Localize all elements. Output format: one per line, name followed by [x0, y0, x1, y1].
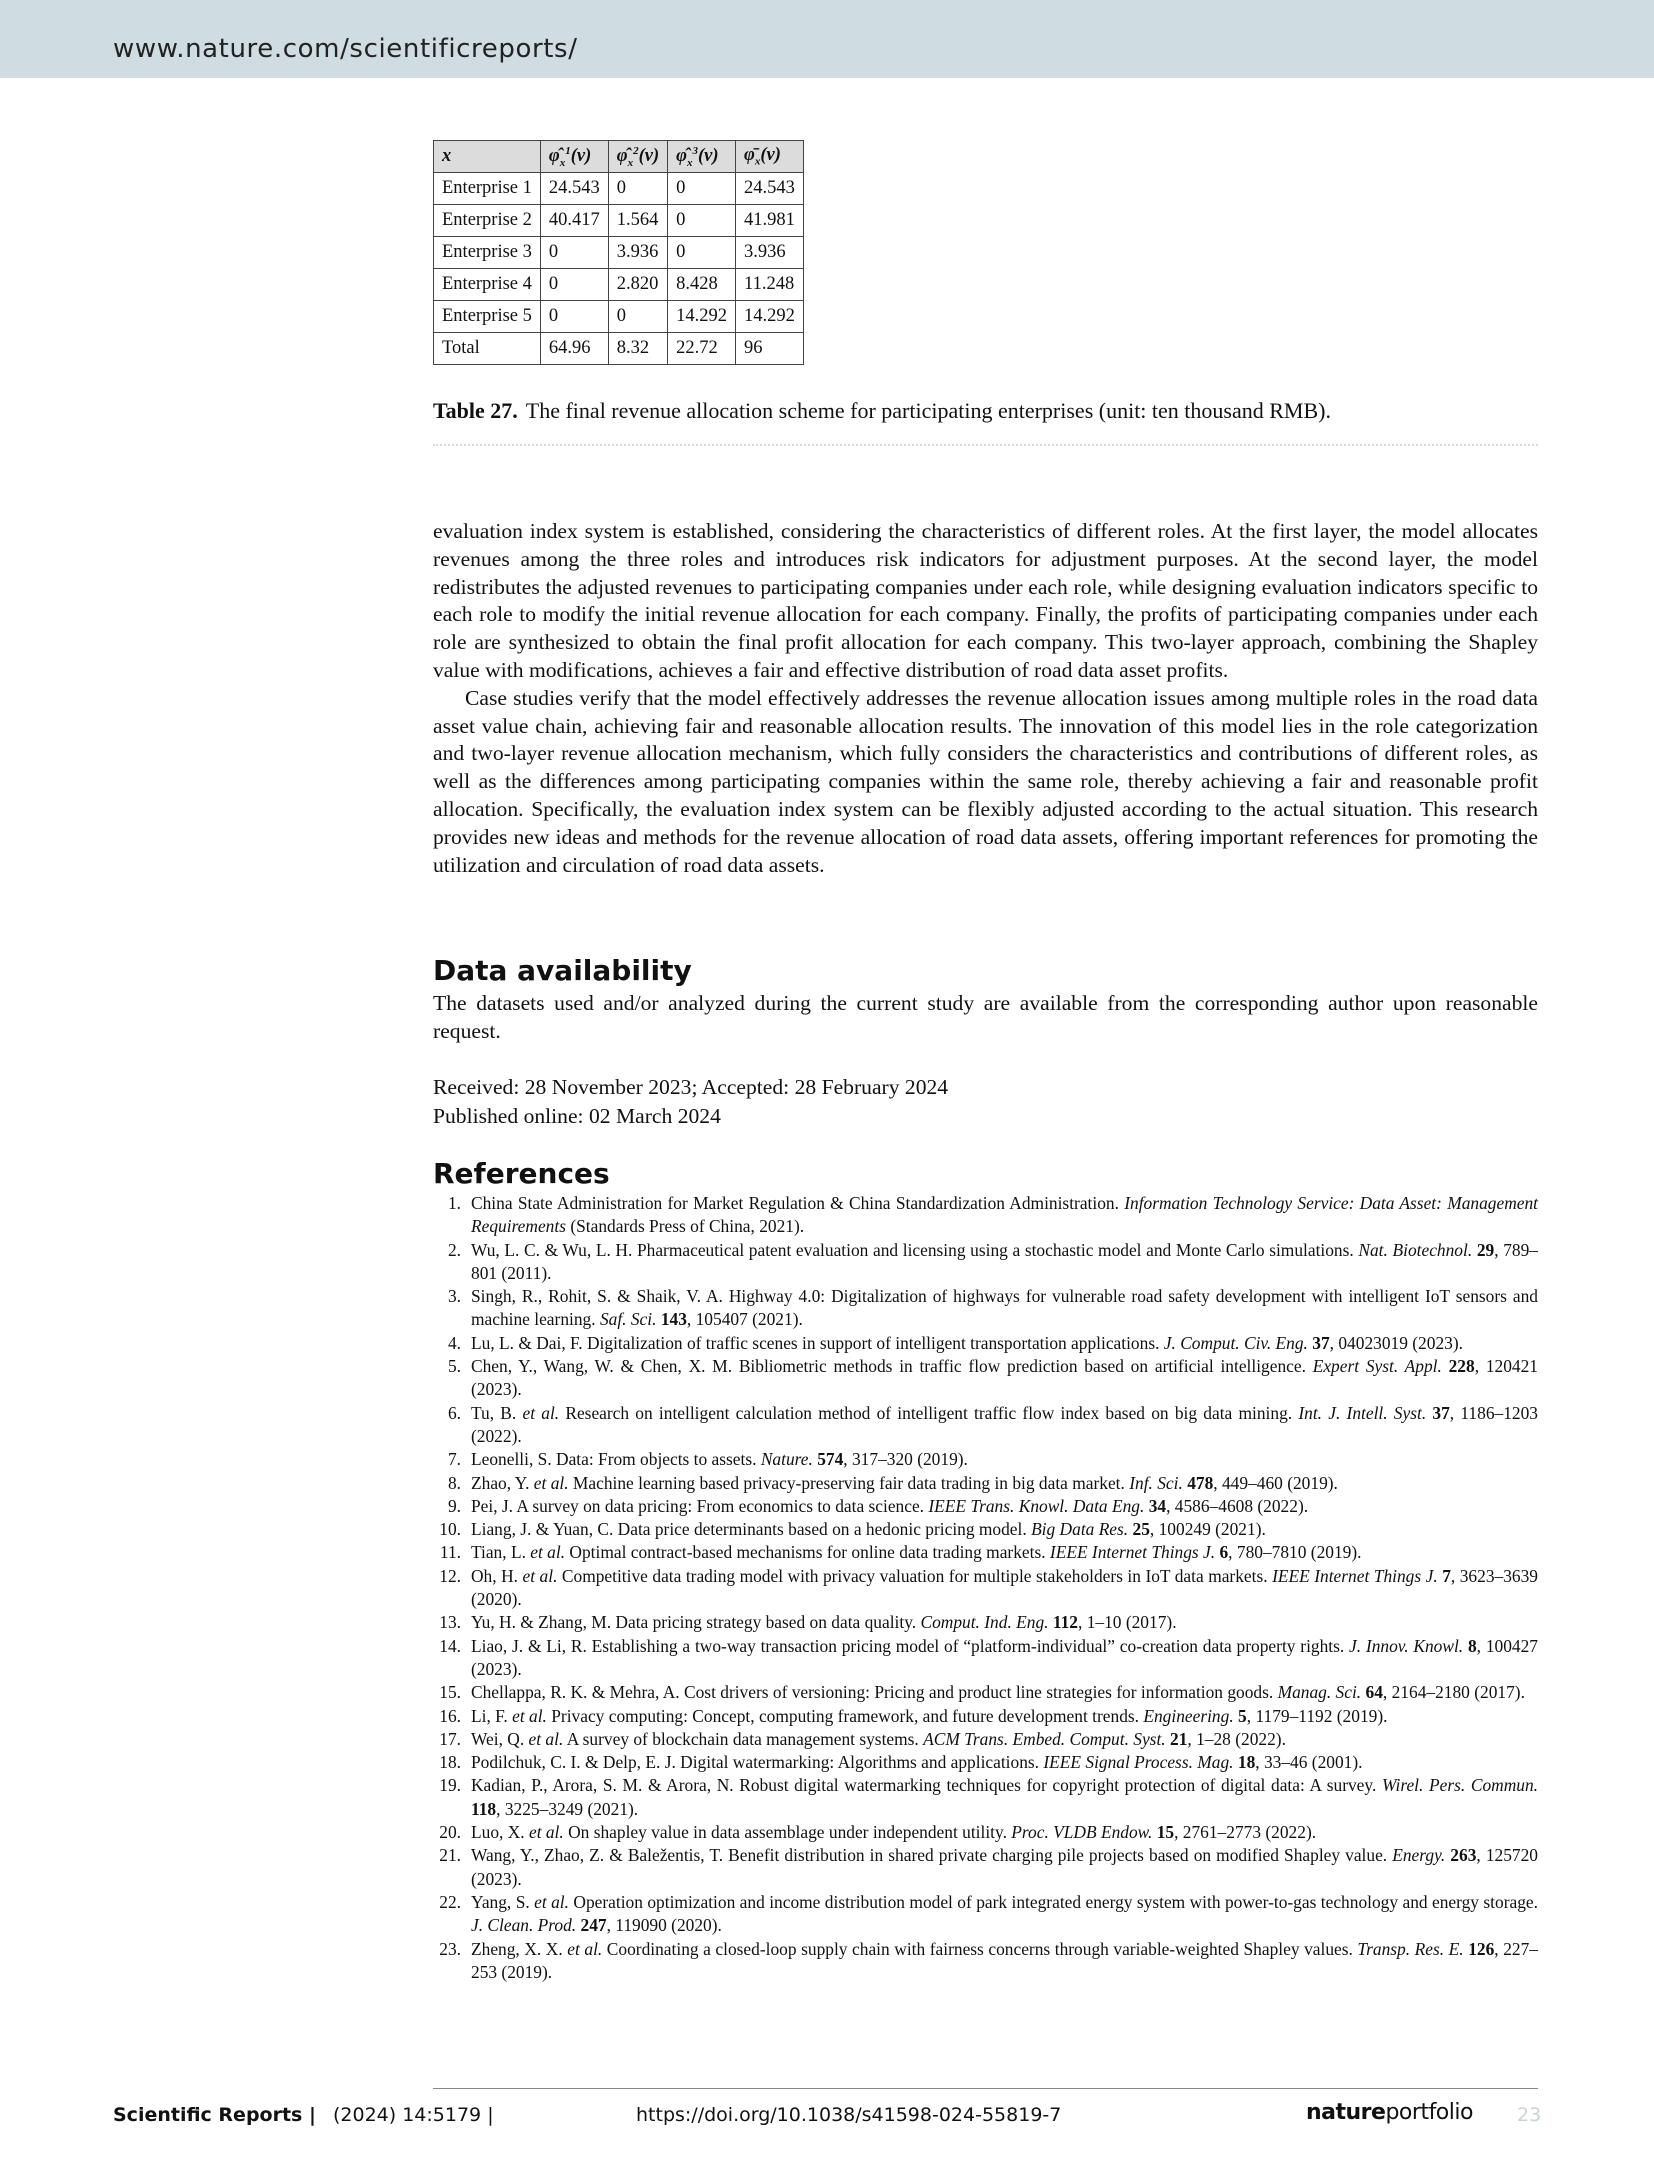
reference-text: , 3225–3249 (2021).	[496, 1798, 639, 1819]
reference-text: Transp. Res. E.	[1357, 1938, 1464, 1959]
reference-text: , 105407 (2021).	[686, 1309, 803, 1330]
reference-text: et al.	[528, 1822, 564, 1843]
table-cell: 3.936	[736, 237, 804, 269]
site-url[interactable]: www.nature.com/scientificreports/	[113, 34, 578, 64]
reference-text: IEEE Signal Process. Mag.	[1043, 1752, 1234, 1773]
reference-item	[433, 1844, 1538, 1891]
published-online-date: Published online: 02 March 2024	[433, 1104, 721, 1128]
reference-list	[433, 1192, 1538, 1984]
reference-text: , 2164–2180 (2017).	[1382, 1682, 1525, 1703]
table-cell: 40.417	[540, 205, 608, 237]
reference-text	[1442, 1356, 1449, 1376]
table-cell: 0	[668, 205, 736, 237]
reference-text: et al.	[534, 1891, 569, 1912]
reference-text: Comput. Ind. Eng.	[920, 1612, 1049, 1633]
reference-text: , 04023019 (2023).	[1329, 1332, 1463, 1353]
reference-item	[433, 1541, 1538, 1564]
reference-text: , 1186–1203 (2022).	[471, 1402, 1538, 1446]
reference-text: 18	[1237, 1752, 1256, 1773]
reference-number: 2.	[447, 1239, 461, 1260]
reference-text: 478	[1187, 1472, 1214, 1493]
reference-item	[433, 1285, 1538, 1332]
reference-number: 12.	[439, 1565, 461, 1586]
reference-text: (Standards Press of China, 2021).	[565, 1216, 805, 1237]
reference-text: Privacy computing: Concept, computing framework, and future development trends.	[546, 1705, 1144, 1726]
reference-text: , 449–460 (2019).	[1213, 1472, 1338, 1493]
table-cell: Enterprise 1	[434, 173, 541, 205]
table-cell: 8.428	[668, 269, 736, 301]
reference-text: Zhao, Y.	[471, 1472, 534, 1493]
table-row	[434, 269, 804, 301]
reference-text: On shapley value in data assemblage under independent utility.	[563, 1822, 1012, 1843]
reference-number: 23.	[439, 1938, 461, 1959]
page-number: 23	[1517, 2104, 1542, 2126]
table-row	[434, 237, 804, 269]
reference-text: Luo, X.	[471, 1822, 529, 1843]
reference-text: Inf. Sci.	[1129, 1472, 1183, 1493]
reference-text: 7	[1442, 1565, 1451, 1586]
nature-portfolio-logo	[1306, 2100, 1473, 2125]
reference-text: 8	[1467, 1635, 1477, 1656]
reference-item	[433, 1891, 1538, 1938]
reference-text: 228	[1448, 1356, 1475, 1377]
reference-text: Pei, J. A survey on data pricing: From economics to data science.	[471, 1495, 929, 1516]
logo-light-text: portfolio	[1385, 2100, 1473, 2125]
reference-number: 16.	[439, 1705, 461, 1726]
conclusion-paragraph-1: evaluation index system is established, considering the characteristics of different roles. At the first layer, the model allocates revenues among the three roles and introduces risk indicators for adjustment purposes. At the second layer, the model redistributes the adjusted revenues to participating companies under each role, while designing evaluation indicators specific to each role to modify the initial revenue allocation for each company. Finally, the profits of participating companies under each role are synthesized to obtain the final profit allocation for each company. This two-layer approach, combining the Shapley value with modifications, achieves a fair and effective distribution of road data asset profits.	[433, 519, 1538, 682]
reference-text: et al.	[512, 1705, 547, 1726]
table-header-phi1: $\varphî_x^1(v)$	[540, 141, 608, 173]
conclusion-paragraph-2: Case studies verify that the model effectively addresses the revenue allocation issues among multiple roles in the road data asset value chain, achieving fair and reasonable allocation results. The innovation of this model lies in the role categorization and two-layer revenue allocation mechanism, which fully considers the characteristics and contributions of different roles, as well as the differences among participating companies within the same role, thereby achieving a fair and reasonable profit allocation. Specifically, the evaluation index system can be flexibly adjusted according to the actual situation. This research provides new ideas and methods for the revenue allocation of road data assets, offering important references for promoting the utilization and circulation of road data assets.	[433, 685, 1538, 877]
reference-item	[433, 1239, 1538, 1286]
reference-text: Chellappa, R. K. & Mehra, A. Cost drivers of versioning: Pricing and product line strategies for information goods.	[471, 1682, 1278, 1703]
table-cell: 14.292	[736, 301, 804, 333]
reference-text: 263	[1450, 1845, 1477, 1866]
reference-text: Expert Syst. Appl.	[1312, 1356, 1442, 1377]
footer-volume: (2024) 14:5179 |	[333, 2104, 494, 2126]
reference-item	[433, 1448, 1538, 1471]
reference-text: Tu, B.	[471, 1402, 523, 1423]
reference-text: Yu, H. & Zhang, M. Data pricing strategy based on data quality.	[471, 1612, 921, 1633]
reference-number: 20.	[439, 1822, 461, 1843]
caption-divider	[433, 444, 1538, 446]
table-cell: Enterprise 2	[434, 205, 541, 237]
reference-text: , 125720 (2023).	[471, 1845, 1538, 1889]
reference-text: Proc. VLDB Endow.	[1011, 1822, 1153, 1843]
footer-doi-link[interactable]: https://doi.org/10.1038/s41598-024-55819-7	[636, 2104, 1062, 2126]
reference-item	[433, 1774, 1538, 1821]
reference-text: Singh, R., Rohit, S. & Shaik, V. A. Highway 4.0: Digitalization of highways for vulnerable road safety development with intelligent IoT sensors and machine learning.	[471, 1286, 1538, 1330]
reference-text: , 33–46 (2001).	[1255, 1752, 1363, 1773]
reference-text: , 120421 (2023).	[471, 1356, 1538, 1400]
reference-text: Lu, L. & Dai, F. Digitalization of traffic scenes in support of intelligent transportation applications.	[471, 1332, 1164, 1353]
reference-item	[433, 1565, 1538, 1612]
table-caption-text: The final revenue allocation scheme for participating enterprises (unit: ten thousand RMB).	[525, 398, 1331, 423]
reference-text: Nat. Biotechnol.	[1358, 1239, 1473, 1260]
reference-text: Zheng, X. X.	[471, 1938, 568, 1959]
reference-text: Li, F.	[471, 1705, 513, 1726]
table-cell: 22.72	[668, 333, 736, 365]
table-cell: 3.936	[608, 237, 667, 269]
reference-text: 37	[1312, 1332, 1330, 1353]
reference-text: 37	[1432, 1402, 1450, 1423]
reference-text: , 1–28 (2022).	[1187, 1728, 1286, 1749]
reference-item	[433, 1611, 1538, 1634]
table-caption	[433, 397, 1538, 425]
reference-number: 1.	[447, 1193, 461, 1213]
reference-item	[433, 1472, 1538, 1495]
reference-text: Chen, Y., Wang, W. & Chen, X. M. Bibliometric methods in traffic flow prediction based on artificial intelligence.	[471, 1356, 1313, 1377]
reference-text: , 2761–2773 (2022).	[1174, 1822, 1317, 1843]
reference-text: et al.	[530, 1542, 566, 1563]
reference-item	[433, 1355, 1538, 1402]
reference-number: 17.	[439, 1728, 461, 1749]
reference-number: 5.	[447, 1356, 461, 1377]
reference-number: 22.	[439, 1891, 461, 1912]
reference-item	[433, 1495, 1538, 1518]
table-cell: 0	[540, 301, 608, 333]
reference-text: IEEE Internet Things J.	[1049, 1542, 1216, 1563]
reference-text: , 227–253 (2019).	[471, 1938, 1538, 1982]
table-cell: Enterprise 5	[434, 301, 541, 333]
reference-text: Engineering.	[1143, 1705, 1234, 1726]
reference-text: Kadian, P., Arora, S. M. & Arora, N. Robust digital watermarking techniques for copyright protection of digital data: A survey.	[471, 1775, 1382, 1796]
reference-text: et al.	[567, 1938, 603, 1959]
reference-number: 11.	[439, 1542, 461, 1563]
reference-number: 13.	[439, 1612, 461, 1633]
reference-text: Energy.	[1392, 1845, 1446, 1866]
table-cell: 41.981	[736, 205, 804, 237]
reference-number: 6.	[447, 1402, 461, 1423]
table-cell: 0	[540, 269, 608, 301]
reference-text: Leonelli, S. Data: From objects to assets.	[471, 1449, 761, 1470]
data-availability-text: The datasets used and/or analyzed during the current study are available from the corresponding author upon reasonable request.	[433, 991, 1538, 1043]
table-cell: 1.564	[608, 205, 667, 237]
reference-text: 6	[1219, 1542, 1229, 1563]
table-header-phi3: $\varphî_x^3(v)$	[668, 141, 736, 173]
reference-number: 10.	[439, 1519, 461, 1540]
reference-text: 143	[660, 1309, 687, 1330]
footer-divider	[433, 2088, 1538, 2089]
reference-number: 9.	[447, 1495, 461, 1516]
reference-text: 126	[1468, 1938, 1495, 1959]
reference-text: A survey of blockchain data management systems.	[563, 1728, 924, 1749]
reference-text: 574	[817, 1449, 844, 1470]
table-cell: 14.292	[668, 301, 736, 333]
reference-text: 15	[1156, 1822, 1175, 1843]
reference-item	[433, 1518, 1538, 1541]
table-body	[434, 173, 804, 365]
reference-number: 19.	[439, 1775, 461, 1796]
table-caption-label: Table 27.	[433, 398, 518, 423]
reference-text: et al.	[522, 1402, 560, 1423]
reference-text: Liao, J. & Li, R. Establishing a two-way transaction pricing model of “platform-individual” co-creation data property rights.	[471, 1635, 1350, 1656]
table-header-row	[434, 141, 804, 173]
reference-item	[433, 1938, 1538, 1985]
reference-item	[433, 1402, 1538, 1449]
table-cell: Enterprise 3	[434, 237, 541, 269]
reference-text: , 789–801 (2011).	[471, 1239, 1538, 1283]
reference-text: Wirel. Pers. Commun.	[1381, 1775, 1538, 1796]
reference-text: 29	[1476, 1239, 1495, 1260]
table-cell: 96	[736, 333, 804, 365]
reference-text: 34	[1148, 1495, 1167, 1516]
reference-text: Yang, S.	[471, 1891, 535, 1912]
reference-text: 112	[1052, 1612, 1078, 1633]
reference-text: Saf. Sci.	[599, 1309, 657, 1330]
reference-text: 25	[1132, 1519, 1150, 1540]
reference-text: et al.	[533, 1472, 569, 1493]
received-accepted-date: Received: 28 November 2023; Accepted: 28 February 2024	[433, 1075, 949, 1099]
reference-text: , 119090 (2020).	[606, 1915, 722, 1936]
table-cell: 0	[668, 237, 736, 269]
table-cell: 24.543	[540, 173, 608, 205]
reference-text: , 1–10 (2017).	[1078, 1612, 1177, 1633]
reference-number: 15.	[439, 1682, 461, 1703]
table-row	[434, 173, 804, 205]
logo-bold-text: nature	[1306, 2100, 1386, 2125]
reference-item	[433, 1332, 1538, 1355]
reference-item	[433, 1751, 1538, 1774]
reference-text: 64	[1365, 1682, 1383, 1703]
reference-text: J. Comput. Civ. Eng.	[1163, 1332, 1308, 1353]
reference-text: et al.	[522, 1565, 558, 1586]
table-cell: 0	[668, 173, 736, 205]
reference-text: et al.	[528, 1728, 564, 1749]
reference-text: Int. J. Intell. Syst.	[1298, 1402, 1427, 1423]
revenue-allocation-table	[433, 140, 804, 365]
table-row	[434, 333, 804, 365]
reference-text: J. Clean. Prod.	[471, 1915, 577, 1936]
reference-item	[433, 1821, 1538, 1844]
conclusion-text	[433, 518, 1538, 879]
reference-text: , 1179–1192 (2019).	[1246, 1705, 1388, 1726]
reference-text: Big Data Res.	[1031, 1519, 1129, 1540]
reference-text: 247	[580, 1915, 607, 1936]
reference-item	[433, 1192, 1538, 1239]
reference-item	[433, 1705, 1538, 1728]
reference-number: 4.	[447, 1332, 461, 1353]
reference-item	[433, 1728, 1538, 1751]
reference-number: 3.	[447, 1286, 461, 1307]
reference-number: 18.	[439, 1752, 461, 1773]
reference-text: 5	[1238, 1705, 1247, 1726]
reference-text: IEEE Internet Things J.	[1272, 1565, 1438, 1586]
reference-item	[433, 1635, 1538, 1682]
table-cell: 24.543	[736, 173, 804, 205]
reference-text: 21	[1170, 1728, 1188, 1749]
reference-text: , 100427 (2023).	[471, 1635, 1538, 1679]
reference-text: Competitive data trading model with privacy valuation for multiple stakeholders in IoT data markets.	[557, 1565, 1273, 1586]
table-header-phibar: $\varphī_x(v)$	[736, 141, 804, 173]
reference-text: Oh, H.	[471, 1565, 523, 1586]
table-cell: 2.820	[608, 269, 667, 301]
reference-text: Podilchuk, C. I. & Delp, E. J. Digital watermarking: Algorithms and applications.	[471, 1752, 1044, 1773]
reference-text: Machine learning based privacy-preserving fair data trading in big data market.	[568, 1472, 1130, 1493]
reference-text: , 100249 (2021).	[1149, 1519, 1266, 1540]
reference-text: Coordinating a closed-loop supply chain with fairness concerns through variable-weighted Shapley values.	[602, 1938, 1358, 1959]
table-header-x: x	[434, 141, 541, 173]
reference-text: , 780–7810 (2019).	[1228, 1542, 1362, 1563]
reference-text: Liang, J. & Yuan, C. Data price determinants based on a hedonic pricing model.	[471, 1519, 1032, 1540]
publication-dates	[433, 1073, 1233, 1131]
reference-text: Manag. Sci.	[1277, 1682, 1362, 1703]
table-cell: 0	[608, 173, 667, 205]
reference-number: 14.	[439, 1635, 461, 1656]
table-cell: 0	[608, 301, 667, 333]
reference-text: J. Innov. Knowl.	[1349, 1635, 1464, 1656]
reference-text: Optimal contract-based mechanisms for online data trading markets.	[565, 1542, 1050, 1563]
reference-item	[433, 1681, 1538, 1704]
table-row	[434, 205, 804, 237]
table-cell: Total	[434, 333, 541, 365]
reference-text: Wang, Y., Zhao, Z. & Baležentis, T. Benefit distribution in shared private charging pile projects based on modified Shapley value.	[471, 1845, 1393, 1866]
reference-text: Nature.	[760, 1449, 813, 1470]
reference-text: Tian, L.	[471, 1542, 531, 1563]
reference-number: 8.	[447, 1472, 461, 1493]
table-cell: 11.248	[736, 269, 804, 301]
reference-text: China State Administration for Market Regulation & China Standardization Administration.	[471, 1193, 1125, 1213]
table-cell: 0	[540, 237, 608, 269]
table-header-phi2: $\varphî_x^2(v)$	[608, 141, 667, 173]
reference-text: , 3623–3639 (2020).	[471, 1565, 1538, 1610]
table-cell: Enterprise 4	[434, 269, 541, 301]
reference-text: , 317–320 (2019).	[843, 1449, 968, 1470]
reference-text: Information Technology Service: Data Asset: Management Requirements	[471, 1193, 1538, 1237]
references-heading: References	[433, 1157, 610, 1190]
reference-text: Wei, Q.	[471, 1728, 529, 1749]
reference-number: 7.	[447, 1449, 461, 1470]
table-cell: 64.96	[540, 333, 608, 365]
reference-text: Operation optimization and income distribution model of park integrated energy system with power-to-gas technology and energy storage.	[568, 1891, 1538, 1912]
reference-text: , 4586–4608 (2022).	[1166, 1495, 1309, 1516]
reference-text: ACM Trans. Embed. Comput. Syst.	[923, 1728, 1166, 1749]
reference-text: IEEE Trans. Knowl. Data Eng.	[928, 1495, 1145, 1516]
reference-number: 21.	[439, 1845, 461, 1866]
footer-journal-name: Scientific Reports |	[113, 2104, 316, 2126]
reference-text: Research on intelligent calculation method of intelligent traffic flow index based on big data mining.	[559, 1402, 1299, 1423]
table-cell: 8.32	[608, 333, 667, 365]
reference-text: Wu, L. C. & Wu, L. H. Pharmaceutical patent evaluation and licensing using a stochastic model and Monte Carlo simulations.	[471, 1239, 1359, 1260]
data-availability-heading: Data availability	[433, 954, 692, 987]
table-row	[434, 301, 804, 333]
reference-text: 118	[471, 1798, 497, 1819]
